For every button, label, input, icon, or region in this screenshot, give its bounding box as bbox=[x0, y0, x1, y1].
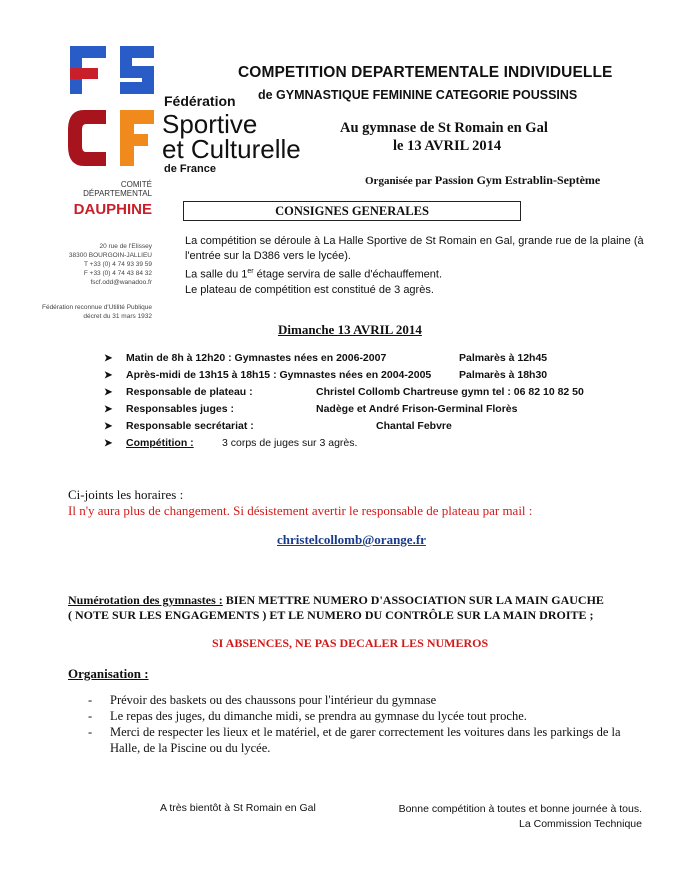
logo-federation: Fédération bbox=[164, 93, 236, 109]
schedule-item-value: Chantal Febvre bbox=[376, 420, 452, 432]
organisation-item: - Prévoir des baskets ou des chaussons pour l'intérieur du gymnase bbox=[88, 692, 646, 708]
absences-warning: SI ABSENCES, NE PAS DECALER LES NUMEROS bbox=[212, 636, 489, 650]
consignes-line: l'entrée sur la D386 vers le lycée). bbox=[185, 250, 351, 262]
schedule-item-right: Palmarès à 12h45 bbox=[459, 352, 548, 364]
consignes-heading: CONSIGNES GENERALES bbox=[275, 204, 429, 218]
consignes-line bbox=[185, 264, 645, 283]
address-block bbox=[38, 242, 152, 287]
note-line: Fédération reconnue d'Utilité Publique bbox=[41, 304, 152, 311]
schedule-item-label: Matin de 8h à 12h20 : Gymnastes nées en 2006-2007 bbox=[126, 352, 387, 364]
horaires-line2: Il n'y aura plus de changement. Si désistement avertir le responsable de plateau par mail : bbox=[68, 503, 533, 518]
organisation-heading: Organisation : bbox=[68, 666, 149, 681]
venue: Au gymnase de St Romain en Gal bbox=[340, 120, 548, 136]
address-line: F +33 (0) 4 74 43 84 32 bbox=[83, 270, 152, 277]
schedule-item-label: Responsable de plateau : bbox=[126, 386, 253, 398]
organiser-name: Passion Gym Estrablin-Septème bbox=[434, 173, 601, 187]
event-date: le 13 AVRIL 2014 bbox=[393, 138, 502, 154]
consignes-line: Le plateau de compétition est constitué de 3 agrès. bbox=[185, 283, 434, 296]
schedule-item-value: 3 corps de juges sur 3 agrès. bbox=[222, 437, 358, 449]
consignes-line-part: étage servira de salle d'échauffement. bbox=[253, 268, 443, 281]
schedule-item bbox=[104, 435, 584, 452]
footer-left: A très bientôt à St Romain en Gal bbox=[160, 802, 316, 814]
dauphine-text: DAUPHINE bbox=[73, 201, 152, 218]
arrow-icon: ➤ bbox=[104, 421, 113, 432]
organisation-item: - Merci de respecter les lieux et le matériel, et de garer correctement les voitures dans les parkings de la Halle, de la Piscine ou du lycée. bbox=[88, 724, 646, 756]
page-subtitle: de GYMNASTIQUE FEMININE CATEGORIE POUSSINS bbox=[258, 88, 578, 102]
note-line: décret du 31 mars 1932 bbox=[83, 313, 152, 320]
schedule-item-label: Responsables juges : bbox=[126, 403, 234, 415]
consignes-line: La compétition se déroule à La Halle Sportive de St Romain en Gal, grande rue de la plaine (à bbox=[185, 235, 644, 247]
arrow-icon: ➤ bbox=[104, 438, 113, 449]
logo-culturelle: et Culturelle bbox=[162, 134, 301, 164]
schedule-list bbox=[104, 350, 584, 452]
horaires-line1: Ci-joints les horaires : bbox=[68, 487, 184, 502]
federation-note bbox=[30, 303, 152, 321]
schedule-item bbox=[104, 384, 584, 401]
logo-sportive: Sportive bbox=[162, 109, 258, 139]
schedule-item-label: Compétition : bbox=[126, 437, 194, 449]
schedule-item-value: Christel Collomb Chartreuse gymn tel : 06 82 10 82 50 bbox=[316, 386, 584, 398]
schedule-item-value: Nadège et André Frison-Germinal Florès bbox=[316, 403, 518, 415]
logo-de-france: de France bbox=[164, 163, 216, 175]
address-line: 38300 BOURGOIN-JALLIEU bbox=[68, 252, 152, 259]
numerotation-line bbox=[68, 593, 648, 608]
consignes-heading-box bbox=[183, 201, 521, 221]
footer-signature: La Commission Technique bbox=[519, 818, 642, 830]
address-line: T +33 (0) 4 74 93 39 59 bbox=[84, 261, 152, 268]
address-line: fscf.odd@wanadoo.fr bbox=[90, 279, 152, 286]
schedule-item bbox=[104, 350, 584, 367]
arrow-icon: ➤ bbox=[104, 404, 113, 415]
comite-text: COMITÉ bbox=[120, 180, 152, 189]
consignes-text bbox=[185, 234, 645, 298]
address-line: 20 rue de l'Elissey bbox=[99, 243, 152, 250]
page-title: COMPETITION DEPARTEMENTALE INDIVIDUELLE bbox=[238, 64, 613, 81]
fscf-logo bbox=[60, 42, 170, 192]
comite-label bbox=[64, 180, 152, 198]
numerotation-text: BIEN METTRE NUMERO D'ASSOCIATION SUR LA MAIN GAUCHE bbox=[222, 593, 604, 607]
schedule-item bbox=[104, 367, 584, 384]
schedule-item-label: Après-midi de 13h15 à 18h15 : Gymnastes nées en 2004-2005 bbox=[126, 369, 432, 381]
arrow-icon: ➤ bbox=[104, 353, 113, 364]
arrow-icon: ➤ bbox=[104, 387, 113, 398]
schedule-item bbox=[104, 401, 584, 418]
organisation-item: - Le repas des juges, du dimanche midi, se prendra au gymnase du lycée tout proche. bbox=[88, 708, 646, 724]
footer-right bbox=[360, 802, 642, 832]
departemental-text: DÉPARTEMENTAL bbox=[83, 189, 152, 198]
footer-right-line: Bonne compétition à toutes et bonne journée à tous. bbox=[398, 803, 642, 815]
email-link[interactable]: christelcollomb@orange.fr bbox=[277, 532, 426, 547]
fscf-logo-mark bbox=[62, 42, 162, 182]
schedule-item bbox=[104, 418, 584, 435]
schedule-item-right: Palmarès à 18h30 bbox=[459, 369, 548, 381]
arrow-icon: ➤ bbox=[104, 370, 113, 381]
schedule-day: Dimanche 13 AVRIL 2014 bbox=[278, 322, 422, 337]
schedule-item-label: Responsable secrétariat : bbox=[126, 420, 254, 432]
organiser-prefix: Organisée par bbox=[365, 175, 432, 187]
organisation-list bbox=[88, 692, 646, 756]
organiser-line bbox=[365, 173, 600, 188]
numerotation-label: Numérotation des gymnastes : bbox=[68, 593, 223, 607]
consignes-line-part: La salle du 1 bbox=[185, 268, 248, 281]
consignes-line-sup: er bbox=[247, 268, 254, 275]
numerotation-line: ( NOTE SUR LES ENGAGEMENTS ) ET LE NUMERO DU CONTRÔLE SUR LA MAIN DROITE ; bbox=[68, 608, 594, 622]
numerotation-block bbox=[68, 593, 648, 623]
